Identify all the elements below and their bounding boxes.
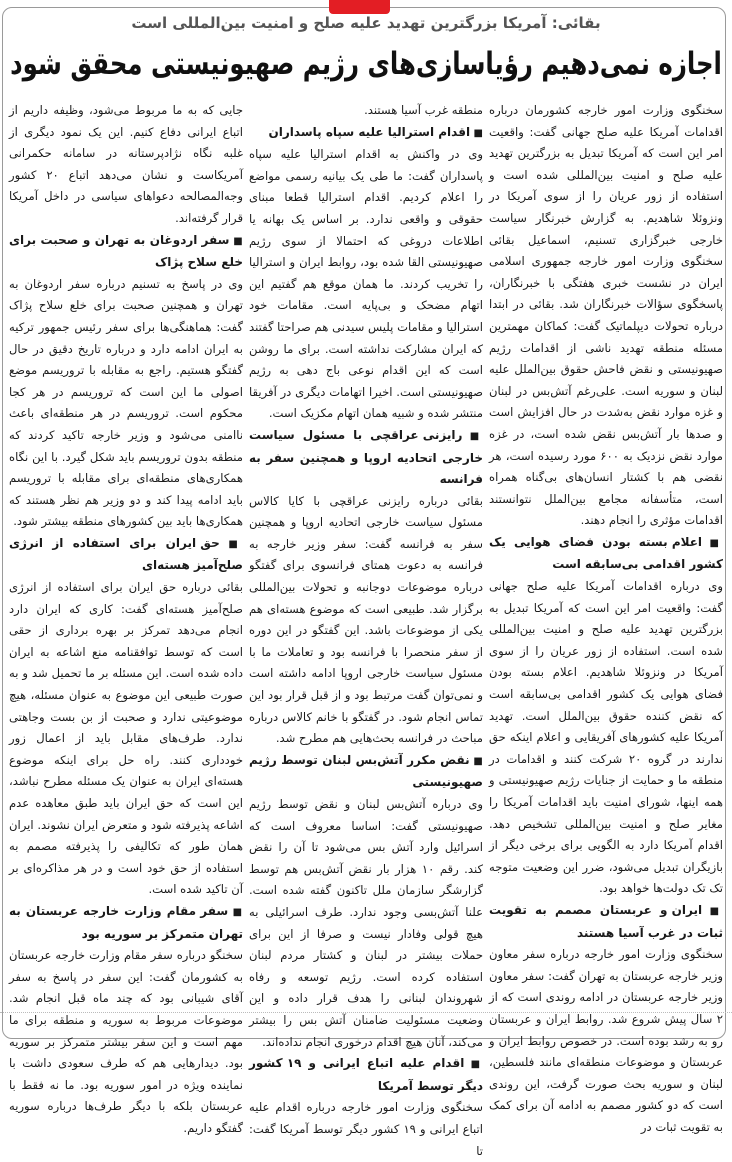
body-paragraph: وی در پاسخ به تسنیم درباره سفر اردوغان به تهران و همچنین صحبت برای خلع سلاح پژاک گفت: هماهنگی‌ها برای سفر رئیس جمهور ترکیه به ایران ادامه دارد و درباره تاریخ دقیق در حال گفتگو هستیم. راجع به مقابله با تروریسم موضع اصولی ما این است که تروریسم در هر کجا محکوم است. تروریسم در هر منطقه‌ای باعث ناامنی می‌شود و وزیر خارجه تاکید کردند که منطقه بدون تروریسم باید شکل گیرد. با این نگاه همکاری‌های منطقه‌ای برای مقابله با تروریسم باید ادامه پیدا کند و دو وزیر هم نظر هستند که همکاری‌ها باید بین کشورهای منطقه بیشتر شود.: [9, 276, 243, 529]
article-subtitle: بقائی: آمریکا بزرگترین تهدید علیه صلح و امنیت بین‌المللی است: [131, 14, 601, 32]
headline-container: [6, 40, 726, 88]
section-heading: ■ سفر اردوغان به تهران و صحبت برای خلع سلاح پژاک: [9, 230, 243, 274]
body-paragraph: سخنگوی وزارت امور خارجه درباره سفر معاون وزیر خارجه عربستان به تهران گفت: سفر معاون وزیر خارجه عربستان در ادامه روندی است که از ۲ سال پیش شروع شد. روابط ایران و عربستان رو به رشد بوده است. در خصوص روابط ایران و عربستان و موضوعات منطقه‌ای مانند فلسطین، لبنان و سوریه بحث صورت گرفت، این روندی است که دو کشور مصمم به ادامه آن برای کمک به تقویت ثبات در: [489, 947, 723, 1134]
body-paragraph: بقائی درباره حق ایران برای استفاده از انرژی صلح‌آمیز هسته‌ای گفت: کاری که ایران دارد انجام می‌دهد تمرکز بر بهره برداری از حقی است که توسط توافقنامه منع اشاعه به ایران داده شده است. این مسئله بر ما تحمیل شد و به صورت طبیعی این موضوع به عنوان مسئله، هیچ موضوعیتی ندارد و صحبت از بن بست وجاهتی ندارد. طرف‌های مقابل باید از اعمال زور خودداری کنند. راه حل برای اینکه موضوع هسته‌ای ایران به عنوان یک مسئله مطرح نباشد، این است که حق ایران باید طبق معاهده عدم اشاعه پذیرفته شود و متعرض ایران نشوند. ایران همان طور که تکالیفی را پذیرفته مصمم به استفاده از حق خود است و در هر مذاکره‌ای بر آن تاکید شده است.: [9, 580, 243, 897]
section-heading: ■ رایزنی عراقچی با مسئول سیاست خارجی اتحادیه اروپا و همچنین سفر به فرانسه: [249, 425, 483, 491]
section-heading: ■ ایران و عربستان مصمم به تقویت ثبات در غرب آسیا هستند: [489, 900, 723, 944]
section-heading: ■ حق ایران برای استفاده از انرژی صلح‌آمیز هسته‌ای: [9, 533, 243, 577]
body-paragraph: سخنگوی وزارت امور خارجه درباره اقدام علیه اتباع ایرانی و ۱۹ کشور دیگر توسط آمریکا گفت: تا: [249, 1100, 483, 1158]
section-heading: ■ اقدام علیه اتباع ایرانی و ۱۹ کشور دیگر توسط آمریکا: [249, 1053, 483, 1097]
body-paragraph: سخنگوی وزارت امور خارجه کشورمان درباره اقدامات آمریکا علیه صلح جهانی گفت: واقعیت امر این است که آمریکا تبدیل به بزرگترین تهدید علیه صلح و امنیت بین‌المللی شده است و استفاده از زور عریان را از سوی آمریکا در ونزوئلا شاهدیم. به گزارش خبرنگار سیاست خارجی خبرگزاری تسنیم، اسماعیل بقائی سخنگوی وزارت امور خارجه جمهوری اسلامی ایران در نشست خبری هفتگی با خبرنگاران، پاسخگوی سؤالات خبرنگاران شد. بقائی در ابتدا درباره تحولات دیپلماتیک گفت: کماکان مهمترین مسئله منطقه تهدید ناشی از اقدامات رژیم صهیونیستی و نقض فاحش حقوق بین‌الملل علیه لبنان و سوریه است. علی‌رغم آتش‌بس در لبنان و غزه موارد نقض به‌شدت در حال افزایش است و صدها بار آتش‌بس نقض شده است، در غزه موارد نقض نزدیک به ۶۰۰ مورد رسیده است، هر نقضی هم با کشتار انسان‌های بی‌گناه همراه است، متأسفانه مجامع بین‌الملل نتوانستند اقدامات مؤثری را انجام دهند.: [489, 103, 723, 528]
section-heading: ■ نقض مکرر آتش‌بس لبنان توسط رژیم صهیونیستی: [249, 750, 483, 794]
column-left: [9, 100, 243, 1140]
section-heading: ■ سفر مقام وزارت خارجه عربستان به تهران متمرکز بر سوریه بود: [9, 901, 243, 945]
body-paragraph: سخنگو درباره سفر مقام وزارت خارجه عربستان به کشورمان گفت: این سفر در پاسخ به سفر آقای شیبانی بود که چند ماه قبل انجام شد. موضوعات مربوط به سوریه و منطقه برای ما مهم است و این سفر بیشتر متمرکز بر سوریه بود. دیدارهایی هم که طرف سعودی داشت با نماینده ویژه در امور سوریه بود. ما نه فقط با عربستان بلکه با دیگر طرف‌ها درباره سوریه گفتگو داریم.: [9, 948, 243, 1135]
body-paragraph: وی درباره آتش‌بس لبنان و نقض توسط رژیم صهیونیستی گفت: اساسا معروف است که اسرائیل وارد آتش بس می‌شود تا آن را نقض کند. رقم ۱۰ هزار بار نقض آتش‌بس هم توسط گزارشگر سازمان ملل تاکنون گفته شده است. علنا آتش‌بسی وجود ندارد. طرف اسرائیلی به هیچ قولی وفادار نیست و صرفا از این برای حملات بیشتر در لبنان و کشتار مردم لبنان استفاده کرده است. رژیم توسعه و رفاه شهروندان لبنانی را هدف قرار داده و این وضعیت مسئولیت ضامنان آتش بس را بیشتر می‌کند، آنان هیچ اقدام درخوری انجام نداده‌اند.: [249, 797, 483, 1049]
column-middle: [249, 100, 483, 1162]
section-heading: ■ اعلام بسته بودن فضای هوایی یک کشور اقدامی بی‌سابقه است: [489, 532, 723, 576]
body-paragraph: وی در واکنش به اقدام استرالیا علیه سپاه پاسداران گفت: ما طی یک بیانیه رسمی مواضع را اعلام کردیم. اقدام استرالیا قطعا مبنای حقوقی و واقعی ندارد. بر اساس یک بهانه یا اطلاعات دروغی که احتمالا از سوی رژیم صهیونیستی القا شده بود، روابط ایران و استرالیا را تخریب کردند. ما همان موقع هم گفتیم این اتهام مضحک و بی‌پایه است. مقامات خود استرالیا و مقامات پلیس سیدنی هم صراحتا گفتند که ایران مشارکت نداشته است. برای ما روشن است که این اقدام نوعی باج دهی به رژیم صهیونیستی است. اخیرا اتهامات دیگری در آفریقا منتشر شده و شبیه همان اتهام مکزیک است.: [249, 147, 483, 421]
bottom-divider: [0, 1012, 732, 1013]
section-heading: ■ اقدام استرالیا علیه سپاه پاسداران: [249, 122, 483, 145]
body-paragraph: جایی که به ما مربوط می‌شود، وظیفه داریم از اتباع ایرانی دفاع کنیم. این یک نمود دیگری از غلبه نگاه نژادپرستانه در سامانه حکمرانی آمریکاست و نشان می‌دهد اتباع ۲۰ کشور وجه‌المصالحه دعواهای سیاسی در داخل آمریکا قرار گرفته‌اند.: [9, 103, 243, 225]
body-paragraph: منطقه غرب آسیا هستند.: [364, 103, 483, 117]
body-paragraph: بقائی درباره رایزنی عراقچی با کایا کالاس مسئول سیاست خارجی اتحادیه اروپا و همچنین سفر به فرانسه گفت: سفر وزیر خارجه به فرانسه به دعوت همتای فرانسوی برای گفتگو درباره موضوعات دوجانبه و تحولات بین‌المللی برگزار شد. طبیعی است که موضوع هسته‌ای هم یکی از موضوعات باشد. این گفتگو در این دوره از سفر منحصرا با فرانسه بود و تعاملات ما با مسئول سیاست خارجی اروپا ادامه داشته است و نمی‌توان گفت مرتبط بود و از قبل قرار بود این تماس انجام شود. در گفتگو با خانم کالاس درباره مباحث در فرانسه بحث‌هایی هم مطرح شد.: [249, 493, 483, 746]
body-paragraph: وی درباره اقدامات آمریکا علیه صلح جهانی گفت: واقعیت امر این است که آمریکا تبدیل به بزرگترین تهدید علیه صلح و امنیت بین‌المللی شده است. استفاده از زور عریان را از سوی آمریکا در ونزوئلا شاهدیم. اعلام بسته بودن فضای هوایی یک کشور اقدامی بی‌سابقه است که نقض کننده حقوق بین‌الملل است. تهدید آمریکا علیه کشورهای آفریقایی و اعلام اینکه حق ندارند در گروه ۲۰ شرکت کنند و اقدامات در منطقه ما و حمایت از جنایات رژیم صهیونیستی و همه اینها، شورای امنیت باید اقدامات آمریکا را مغایر صلح و امنیت بین‌المللی تشخیص دهد. اقدام آمریکا دارد به الگویی برای برخی دیگر از بازیگران تبدیل می‌شود، ضرر این وضعیت متوجه تک تک دولت‌ها خواهد بود.: [489, 579, 723, 896]
article-headline: اجازه نمی‌دهیم رؤیاسازی‌های رژیم صهیونیستی محقق شود: [10, 46, 722, 82]
column-right: [489, 100, 723, 1139]
